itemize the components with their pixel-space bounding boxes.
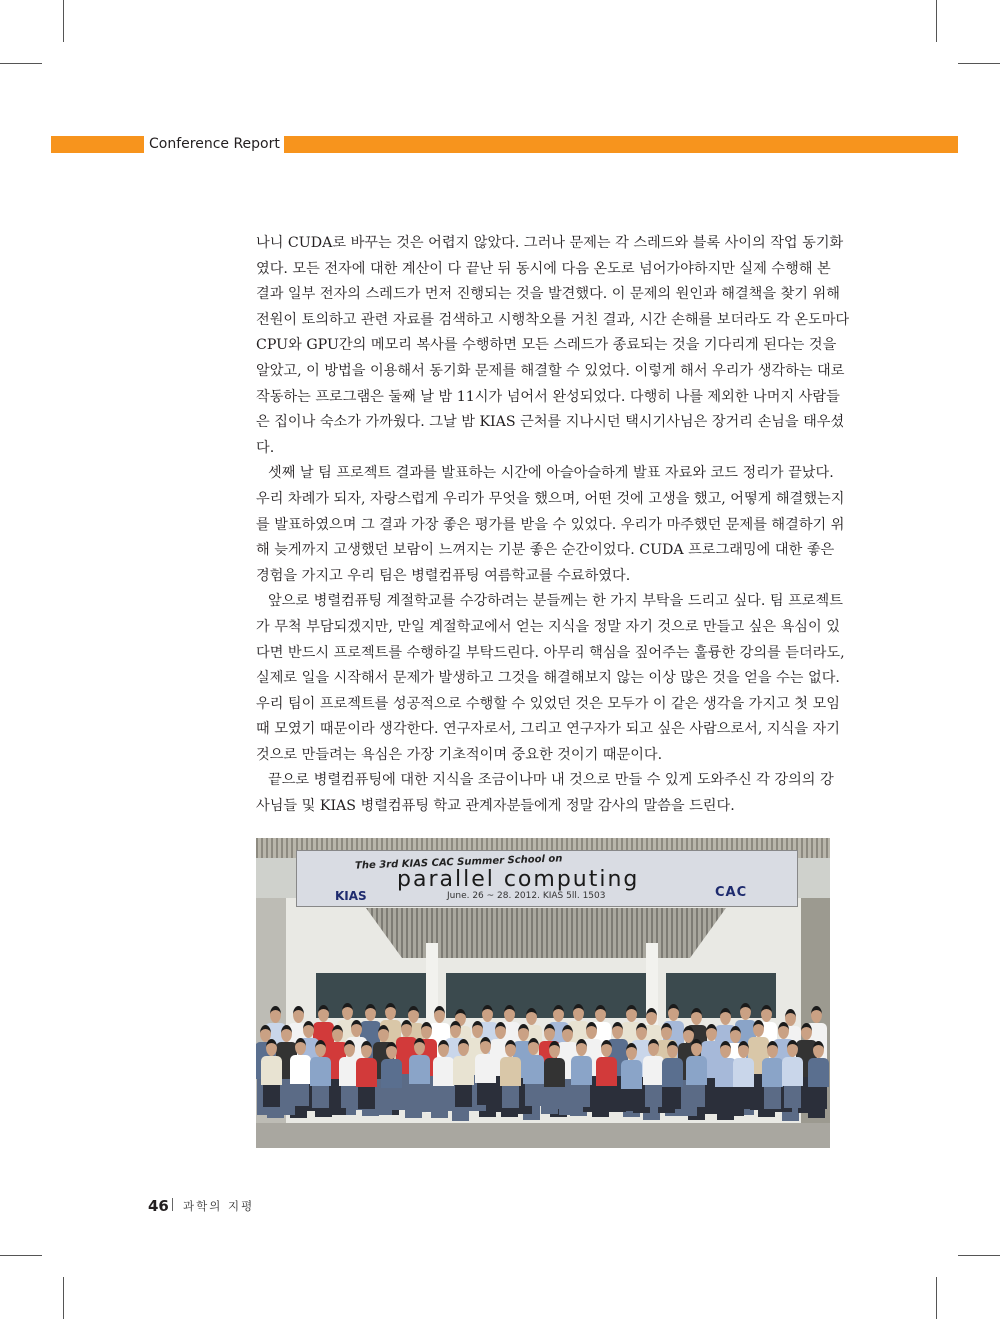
person (808, 1041, 829, 1109)
text-line: 것으로 만들려는 욕심은 가장 기초적이며 중요한 것이기 때문이다. (256, 746, 663, 763)
text-line: 를 발표하였으며 그 결과 가장 좋은 평가를 받을 수 있었다. 우리가 마주했던 문제를 해결하기 위 (256, 516, 845, 533)
crop-mark (63, 1277, 64, 1319)
person (733, 1041, 754, 1109)
text-line: 사님들 및 KIAS 병렬컴퓨팅 학교 관계자분들에게 정말 감사의 말씀을 드린다. (256, 798, 735, 815)
crop-mark (958, 1255, 1000, 1256)
crop-mark (0, 1255, 42, 1256)
text-line: CPU와 GPU간의 메모리 복사를 수행하면 모든 스레드가 종료되는 것을 기다리게 된다는 것을 (256, 337, 837, 354)
canopy (366, 908, 726, 958)
text-line: 결과 일부 전자의 스레드가 먼저 진행되는 것을 발견했다. 이 문제의 원인과 해결책을 찾기 위해 (256, 286, 840, 303)
magazine-name: 과학의 지평 (183, 1199, 255, 1213)
text-line: 전원이 토의하고 관련 자료를 검색하고 시행착오를 거친 결과, 시간 손해를 보더라도 각 온도마다 (256, 311, 850, 328)
person (453, 1039, 474, 1107)
ground (256, 1123, 830, 1148)
person (433, 1040, 454, 1108)
person (310, 1040, 331, 1108)
footer-divider (172, 1198, 173, 1211)
text-line: 은 집이나 숙소가 가까웠다. 그날 밤 KIAS 근처를 지나시던 택시기사님은 장거리 손님을 태우셨 (256, 414, 845, 431)
text-line: 가 무척 부담되겠지만, 만일 계절학교에서 얻는 지식을 정말 자기 것으로 만들고 싶은 욕심이 있 (256, 618, 840, 635)
header-accent-bar-left (51, 136, 144, 153)
cac-logo: CAC (715, 885, 748, 900)
header-accent-bar-right (284, 136, 958, 153)
article-body (256, 231, 850, 820)
text-line: 다. (256, 439, 275, 456)
person (571, 1039, 592, 1107)
person (523, 1038, 544, 1106)
text-line: 해 늦게까지 고생했던 보람이 느껴지는 기분 좋은 순간이었다. CUDA 프로그래밍에 대한 좋은 (256, 542, 835, 559)
text-line: 우리 팀이 프로젝트를 성공적으로 수행할 수 있었던 것은 모두가 이 같은 생각을 가지고 첫 모임 (256, 695, 840, 712)
person (500, 1040, 521, 1108)
person (409, 1038, 430, 1106)
text-line: 알았고, 이 방법을 이용해서 동기화 문제를 해결할 수 있었다. 이렇게 해서 우리가 생각하는 대로 (256, 362, 845, 379)
person (475, 1037, 496, 1105)
banner-subtitle: The 3rd KIAS CAC Summer School on (354, 853, 563, 872)
group-photo (256, 838, 830, 1148)
text-line: 실제로 일을 시작해서 문제가 발생하고 그것을 해결해보지 않는 이상 많은 것을 얻을 수는 없다. (256, 670, 840, 687)
text-line: 작동하는 프로그램은 둘째 날 밤 11시가 넘어서 완성되었다. 다행히 나를 제외한 나머지 사람들 (256, 388, 840, 405)
page-number: 46 (148, 1197, 169, 1215)
kias-logo: KIAS (335, 889, 367, 903)
person (762, 1041, 783, 1109)
person (261, 1039, 282, 1107)
crop-mark (936, 1277, 937, 1319)
section-label: Conference Report (149, 136, 280, 152)
event-banner (296, 850, 798, 907)
banner-date: June. 26 ~ 28. 2012. KIAS 5ll. 1503 (447, 891, 606, 901)
text-line: 였다. 모든 전자에 대한 계산이 다 끝난 뒤 동시에 다음 온도로 넘어가야하지만 실제 수행해 본 (256, 260, 831, 277)
crop-mark (63, 0, 64, 42)
person (782, 1040, 803, 1108)
crop-mark (0, 63, 42, 64)
text-line: 경험을 가지고 우리 팀은 병렬컴퓨팅 여름학교를 수료하였다. (256, 567, 631, 584)
text-line: 끝으로 병렬컴퓨팅에 대한 지식을 조금이나마 내 것으로 만들 수 있게 도와주신 각 강의의 강 (268, 772, 834, 789)
person (621, 1043, 642, 1111)
person (544, 1041, 565, 1109)
person (290, 1038, 311, 1106)
banner-title: parallel computing (397, 867, 640, 892)
person (381, 1042, 402, 1110)
text-line: 우리 차례가 되자, 자랑스럽게 우리가 무엇을 했으며, 어떤 것에 고생을 했고, 어떻게 해결했는지 (256, 490, 845, 507)
person (686, 1039, 707, 1107)
person (356, 1041, 377, 1109)
text-line: 다면 반드시 프로젝트를 수행하길 부탁드린다. 아무리 핵심을 짚어주는 훌륭한 강의를 듣더라도, (256, 644, 845, 661)
text-line: 때 모였기 때문이라 생각한다. 연구자로서, 그리고 연구자가 되고 싶은 사람으로서, 지식을 자기 (256, 721, 840, 738)
person (662, 1041, 683, 1109)
crop-mark (936, 0, 937, 42)
text-line: 나니 CUDA로 바꾸는 것은 어렵지 않았다. 그러나 문제는 각 스레드와 블록 사이의 작업 동기화 (256, 235, 844, 251)
text-line: 앞으로 병렬컴퓨팅 계절학교를 수강하려는 분들께는 한 가지 부탁을 드리고 싶다. 팀 프로젝트 (268, 593, 843, 610)
person (596, 1040, 617, 1108)
crop-mark (958, 63, 1000, 64)
text-line: 셋째 날 팀 프로젝트 결과를 발표하는 시간에 아슬아슬하게 발표 자료와 코드 정리가 끝났다. (268, 465, 834, 482)
